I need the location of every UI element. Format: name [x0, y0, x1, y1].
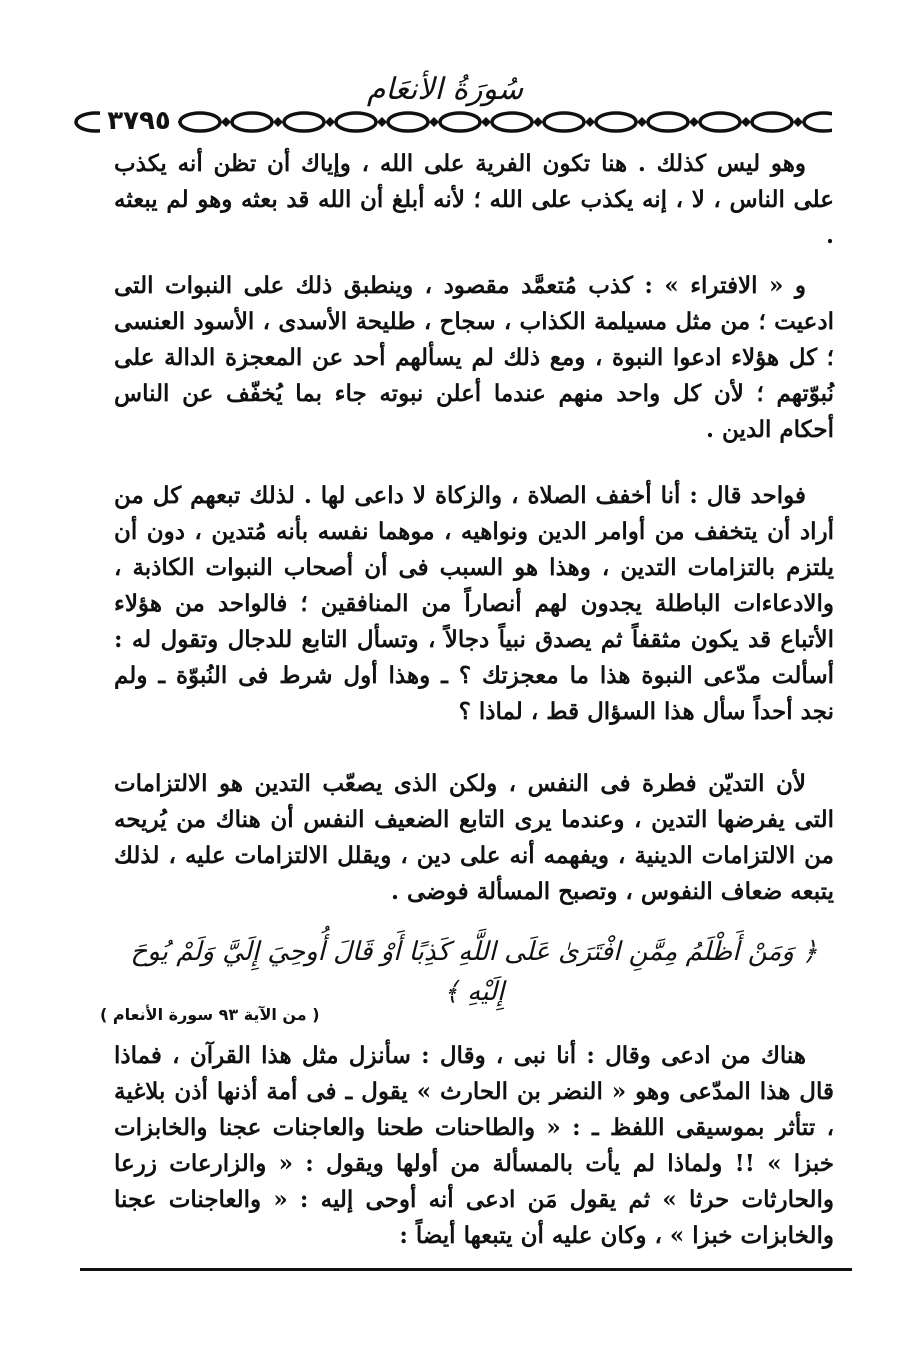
quran-verse: ﴿ وَمَنْ أَظْلَمُ مِمَّنِ افْتَرَىٰ عَلَى اللَّهِ كَذِبًا أَوْ قَالَ أُوحِيَ إِلَيَّ وَلَمْ يُوحَ إِلَيْهِ ﴾	[130, 937, 818, 1007]
ornament-diamond	[585, 117, 595, 127]
ornament-oval	[752, 113, 792, 131]
paragraph-2: و « الافتراء » : كذب مُتعمَّد مقصود ، وينطبق ذلك على النبوات التى ادعيت ؛ من مثل مسيلمة الكذاب ، سجاح ، طليحة الأسدى ، الأسود العنسى ؛ كل هؤلاء ادعوا النبوة ، ومع ذلك لم يسألهم أحد عن المعجزة الدالة على نُبوّتهم ؛ لأن كل واحد منهم عندما أعلن نبوته جاء بما يُخفّف عن الناس أحكام الدين .	[114, 272, 834, 443]
ornament-oval	[544, 113, 584, 131]
ornament-oval	[284, 113, 324, 131]
ornament-diamond	[377, 117, 387, 127]
ornament-oval	[492, 113, 532, 131]
ornament-diamond	[741, 117, 751, 127]
ornament-oval	[804, 113, 832, 131]
ornament-oval	[180, 113, 220, 131]
ornament-oval	[336, 113, 376, 131]
page-number: ٣٧٩٥	[100, 103, 178, 139]
ornament-diamond	[793, 117, 803, 127]
footer-rule	[80, 1268, 852, 1271]
paragraph-3: فواحد قال : أنا أخفف الصلاة ، والزكاة لا داعى لها . لذلك تبعهم كل من أراد أن يتخفف من أوامر الدين ونواهيه ، موهما نفسه بأنه مُتدين ، دون أن يلتزم بالتزامات التدين ، وهذا هو السبب فى أن أصحاب النبوات الكاذبة ، والادعاءات الباطلة يجدون لهم أنصاراً من المنافقين ؛ فالواحد من هؤلاء الأتباع قد يكون مثقفاً ثم يصدق نبياً دجالاً ، وتسأل التابع للدجال وتقول له : أسألت مدّعى النبوة هذا ما معجزتك ؟ ـ وهذا أول شرط فى النُبوّة ـ ولم نجد أحداً سأل هذا السؤال قط ، لماذا ؟	[114, 482, 834, 725]
ornament-oval	[596, 113, 636, 131]
ornament-diamond	[429, 117, 439, 127]
surah-title: سُورَةُ الأنعَام	[366, 72, 524, 107]
ornament-oval	[232, 113, 272, 131]
verse-reference: ( من الآية ٩٣ سورة الأنعام )	[100, 1005, 320, 1024]
ornament-oval	[388, 113, 428, 131]
paragraph-4: لأن التديّن فطرة فى النفس ، ولكن الذى يصعّب التدين هو الالتزامات التى يفرضها التدين ، وعندما يرى التابع الضعيف النفس أن هناك من يُريحه من الالتزامات الدينية ، ويفهمه أنه على دين ، ويقلل الالتزامات عليه ، لذلك يتبعه ضعاف النفوس ، وتصبح المسألة فوضى .	[114, 770, 834, 905]
paragraph-5: هناك من ادعى وقال : أنا نبى ، وقال : سأنزل مثل هذا القرآن ، فماذا قال هذا المدّعى وهو « النضر بن الحارث » يقول ـ فى أمة أذنها أذن بلاغية ، تتأثر بموسيقى اللفظ ـ : « والطاحنات طحنا والعاجنات عجنا والخابزات خبزا » !! ولماذا لم يأت بالمسألة من أولها ويقول : « والزارعات زرعا والحارثات حرثا » ثم يقول مَن ادعى أنه أوحى إليه : « والعاجنات عجنا والخابزات خبزا » ، وكان عليه أن يتبعها أيضاً :	[114, 1042, 834, 1249]
ornament-diamond	[637, 117, 647, 127]
ornament-oval	[648, 113, 688, 131]
ornament-oval	[700, 113, 740, 131]
ornament-diamond	[533, 117, 543, 127]
ornament-chain	[76, 113, 832, 131]
ornament-diamond	[481, 117, 491, 127]
ornament-diamond	[221, 117, 231, 127]
ornament-oval	[440, 113, 480, 131]
ornament-diamond	[689, 117, 699, 127]
ornament-diamond	[325, 117, 335, 127]
ornament-diamond	[273, 117, 283, 127]
paragraph-1: وهو ليس كذلك . هنا تكون الفرية على الله ، وإياك أن تظن أنه يكذب على الناس ، لا ، إنه يكذب على الله ؛ لأنه أبلغ أن الله قد بعثه وهو لم يبعثه .	[114, 150, 834, 249]
